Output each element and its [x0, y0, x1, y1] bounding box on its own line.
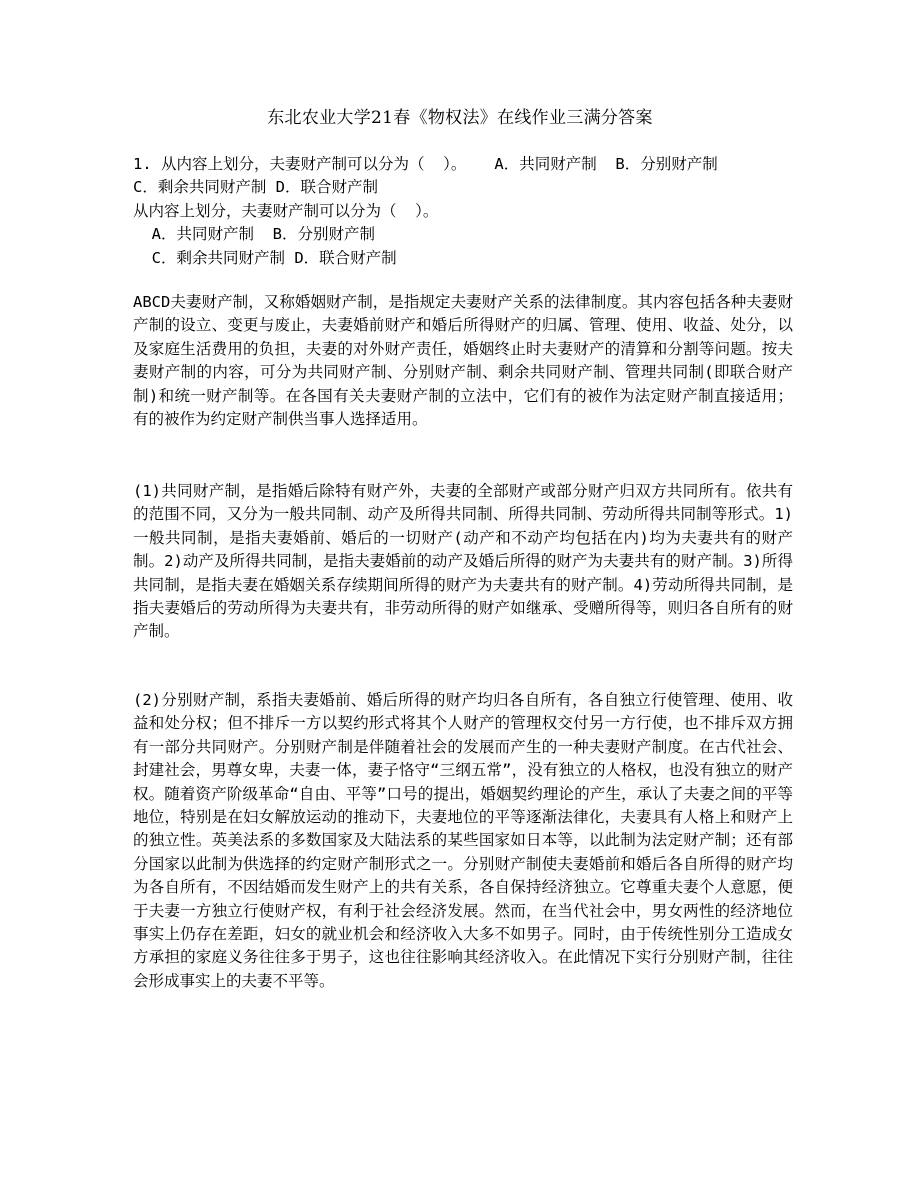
answer-paragraph-text: (1)共同财产制，是指婚后除特有财产外，夫妻的全部财产或部分财产归双方共同所有。依共有的范围不同，又分为一般共同制、动产及所得共同制、所得共同制、劳动所得共同制等形式。1)一般共同制，是指夫妻婚前、婚后的一切财产(动产和不动产均包括在内)均为夫妻共有的财产制。2)动产及所得共同制，是指夫妻婚前的动产及婚后所得的财产为夫妻共有的财产制。3)所得共同制，是指夫妻在婚姻关系存续期间所得的财产为夫妻共有的财产制。4)劳动所得共同制，是指夫妻婚后的劳动所得为夫妻共有，非劳动所得的财产如继承、受赠所得等，则归各自所有的财产制。 — [133, 482, 793, 641]
answer-paragraph-3 — [133, 689, 793, 993]
question-line-2: C．剩余共同财产制 D．联合财产制 — [133, 178, 378, 197]
question-options-cd: C．剩余共同财产制 D．联合财产制 — [133, 248, 397, 267]
question-line-1: 1. 从内容上划分，夫妻财产制可以分为（ ）。 A．共同财产制 B．分别财产制 — [133, 155, 718, 173]
answer-paragraph-2 — [133, 480, 793, 644]
answer-paragraph-text: (2)分别财产制，系指夫妻婚前、婚后所得的财产均归各自所有，各自独立行使管理、使用、收益和处分权；但不排斥一方以契约形式将其个人财产的管理权交付另一方行使，也不排斥双方拥有一部分共同财产。分别财产制是伴随着社会的发展而产生的一种夫妻财产制度。在古代社会、封建社会，男尊女卑，夫妻一体，妻子恪守“三纲五常”，没有独立的人格权，也没有独立的财产权。随着资产阶级革命“自由、平等”口号的提出，婚姻契约理论的产生，承认了夫妻之间的平等地位，特别是在妇女解放运动的推动下，夫妻地位的平等逐渐法律化，夫妻具有人格上和财产上的独立性。英美法系的多数国家及大陆法系的某些国家如日本等，以此制为法定财产制；还有部分国家以此制为供选择的约定财产制形式之一。分别财产制使夫妻婚前和婚后各自所得的财产均为各自所有，不因结婚而发生财产上的共有关系，各自保持经济独立。它尊重夫妻个人意愿，便于夫妻一方独立行使财产权，有利于社会经济发展。然而，在当代社会中，男女两性的经济地位事实上仍存在差距，妇女的就业机会和经济收入大多不如男子。同时，由于传统性别分工造成女方承担的家庭义务往往多于男子，这也往往影响其经济收入。在此情况下实行分别财产制，往往会形成事实上的夫妻不平等。 — [133, 691, 793, 990]
question-options-ab: A．共同财产制 B．分别财产制 — [133, 225, 375, 244]
document-title: 东北农业大学21春《物权法》在线作业三满分答案 — [267, 108, 653, 128]
answer-paragraph-1 — [133, 291, 793, 431]
answer-paragraph-text: ABCD夫妻财产制，又称婚姻财产制，是指规定夫妻财产关系的法律制度。其内容包括各种夫妻财产制的设立、变更与废止，夫妻婚前财产和婚后所得财产的归属、管理、使用、收益、处分，以及家庭生活费用的负担，夫妻的对外财产责任，婚姻终止时夫妻财产的清算和分割等问题。按夫妻财产制的内容，可分为共同财产制、分别财产制、剩余共同财产制、管理共同制(即联合财产制)和统一财产制等。在各国有关夫妻财产制的立法中，它们有的被作为法定财产制直接适用；有的被作为约定财产制供当事人选择适用。 — [133, 293, 793, 429]
question-stem: 从内容上划分，夫妻财产制可以分为（ ）。 — [133, 201, 439, 220]
question-block — [133, 153, 793, 270]
